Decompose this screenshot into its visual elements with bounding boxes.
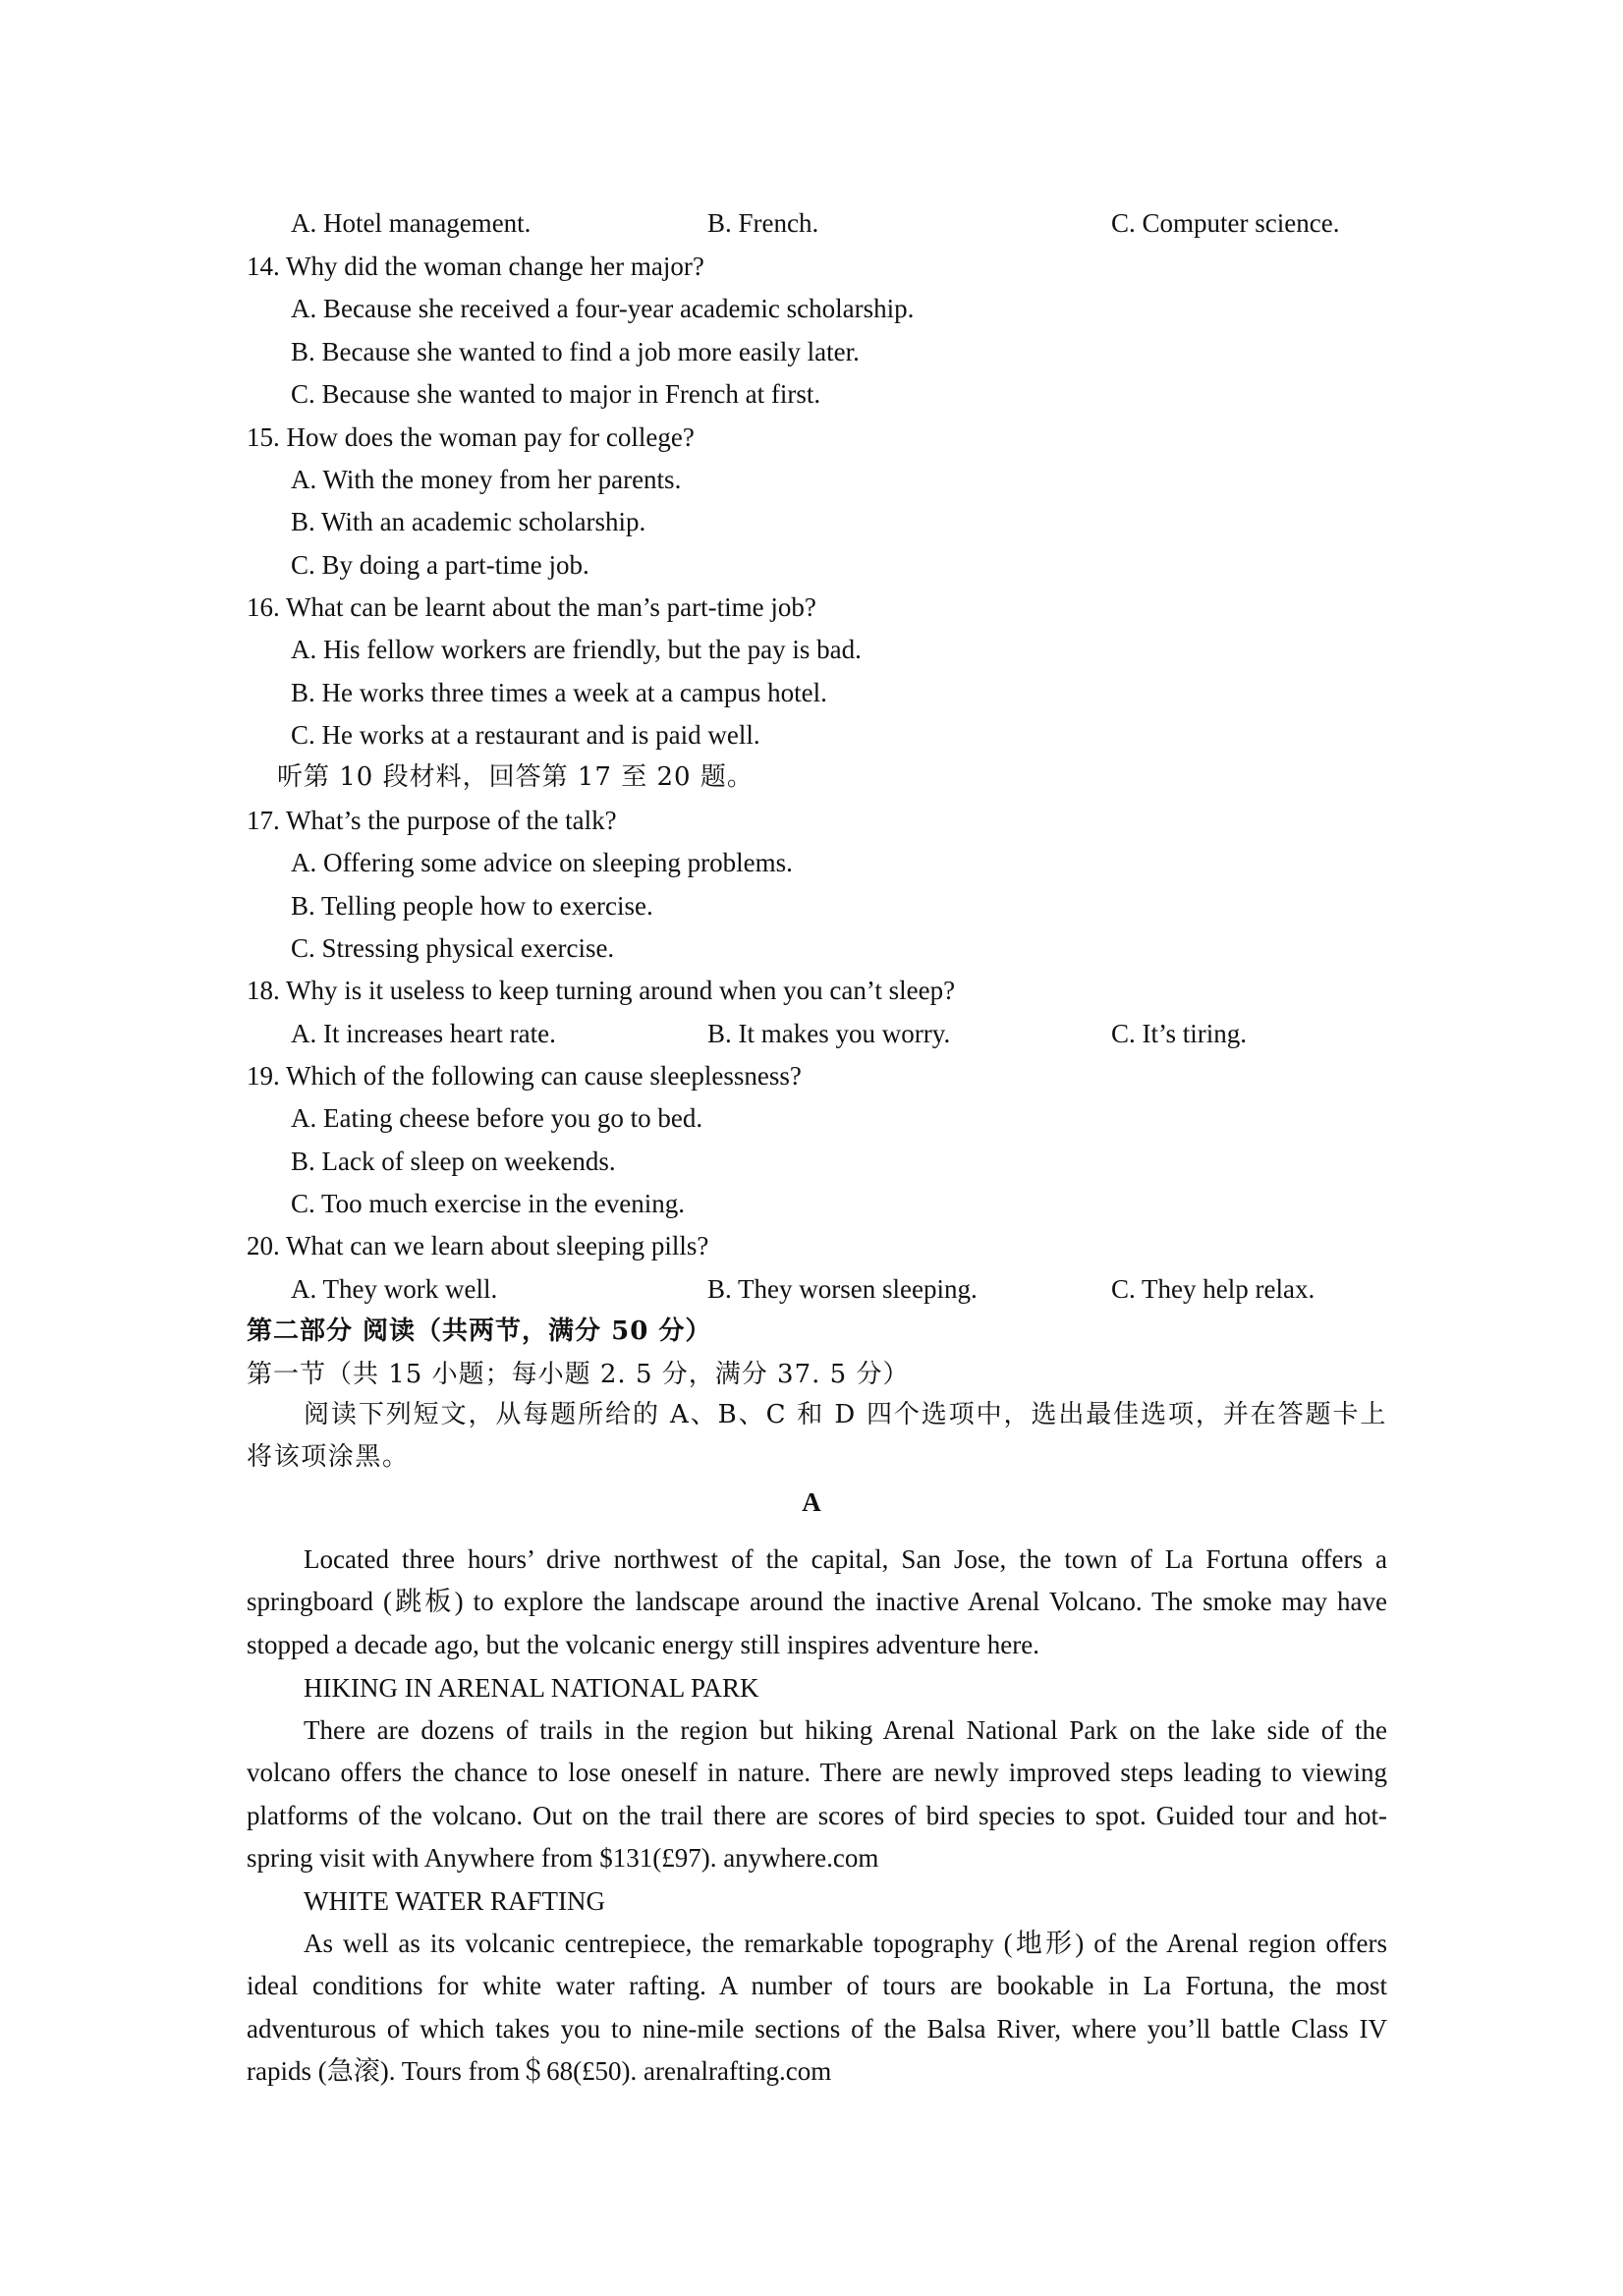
q17-option-a: A. Offering some advice on sleeping problems. (291, 848, 793, 877)
passage-letter: A (802, 1487, 821, 1517)
passage-heading-rafting: WHITE WATER RAFTING (304, 1886, 605, 1916)
q16-option-b: B. He works three times a week at a campus hotel. (291, 678, 827, 707)
passage-heading-hiking: HIKING IN ARENAL NATIONAL PARK (304, 1673, 759, 1703)
q19-option-c: C. Too much exercise in the evening. (291, 1189, 686, 1218)
q19-option-b: B. Lack of sleep on weekends. (291, 1147, 616, 1176)
q20-option-c: C. They help relax. (1111, 1274, 1315, 1304)
q20-stem: 20. What can we learn about sleeping pills? (247, 1231, 709, 1260)
passage-para-rafting: As well as its volcanic centrepiece, the remarkable topography (地形) of the Arenal region offers ideal conditions for white water rafting. A number of tours are bookable in La Fortuna, the most adventurous of which takes you to nine-mile sections of the Balsa River, where you’ll battle Class IV rapids (急滚). Tours from＄68(£50). arenalrafting.com (247, 1929, 1387, 2087)
q18-option-a: A. It increases heart rate. (291, 1019, 556, 1048)
q16-option-a: A. His fellow workers are friendly, but the pay is bad. (291, 635, 862, 664)
q18-option-b: B. It makes you worry. (707, 1019, 951, 1048)
passage-intro: Located three hours’ drive northwest of the capital, San Jose, the town of La Fortuna offers a springboard (跳板) to explore the landscape around the inactive Arenal Volcano. The smoke may have stopped a decade ago, but the volcanic energy still inspires adventure here. (247, 1544, 1387, 1659)
passage-para-hiking: There are dozens of trails in the region but hiking Arenal National Park on the lake side of the volcano offers the chance to lose oneself in nature. There are newly improved steps leading to viewing platforms of the volcano. Out on the trail there are scores of bird species to spot. Guided tour and hot-spring visit with Anywhere from $131(£97). anywhere.com (247, 1715, 1387, 1874)
q15-option-b: B. With an academic scholarship. (291, 507, 646, 536)
q13-option-c: C. Computer science. (1111, 208, 1340, 238)
q15-stem: 15. How does the woman pay for college? (247, 422, 695, 452)
section10-instruction: 听第 10 段材料，回答第 17 至 20 题。 (277, 762, 754, 792)
q18-stem: 18. Why is it useless to keep turning around when you can’t sleep? (247, 976, 956, 1005)
q17-stem: 17. What’s the purpose of the talk? (247, 806, 617, 835)
q14-option-c: C. Because she wanted to major in French at first. (291, 379, 821, 409)
q17-option-b: B. Telling people how to exercise. (291, 891, 653, 921)
q15-option-c: C. By doing a part-time job. (291, 550, 589, 580)
q20-option-b: B. They worsen sleeping. (707, 1274, 978, 1304)
part2-title: 第二部分 阅读（共两节，满分 50 分） (247, 1316, 712, 1346)
q19-stem: 19. Which of the following can cause sleeplessness? (247, 1061, 802, 1091)
q15-option-a: A. With the money from her parents. (291, 465, 682, 494)
q18-option-c: C. It’s tiring. (1111, 1019, 1248, 1048)
q19-option-a: A. Eating cheese before you go to bed. (291, 1103, 703, 1133)
q14-option-a: A. Because she received a four-year academic scholarship. (291, 294, 915, 323)
q13-option-b: B. French. (707, 208, 819, 238)
q17-option-c: C. Stressing physical exercise. (291, 933, 615, 963)
q16-option-c: C. He works at a restaurant and is paid well. (291, 720, 760, 750)
q14-stem: 14. Why did the woman change her major? (247, 252, 704, 281)
q20-option-a: A. They work well. (291, 1274, 498, 1304)
q16-stem: 16. What can be learnt about the man’s part-time job? (247, 592, 816, 622)
section1-title: 第一节（共 15 小题；每小题 2. 5 分，满分 37. 5 分） (247, 1360, 910, 1389)
q14-option-b: B. Because she wanted to find a job more easily later. (291, 337, 860, 366)
q13-option-a: A. Hotel management. (291, 208, 532, 238)
section1-instruction: 阅读下列短文，从每题所给的 A、B、C 和 D 四个选项中，选出最佳选项，并在答题卡上将该项涂黑。 (247, 1400, 1387, 1473)
